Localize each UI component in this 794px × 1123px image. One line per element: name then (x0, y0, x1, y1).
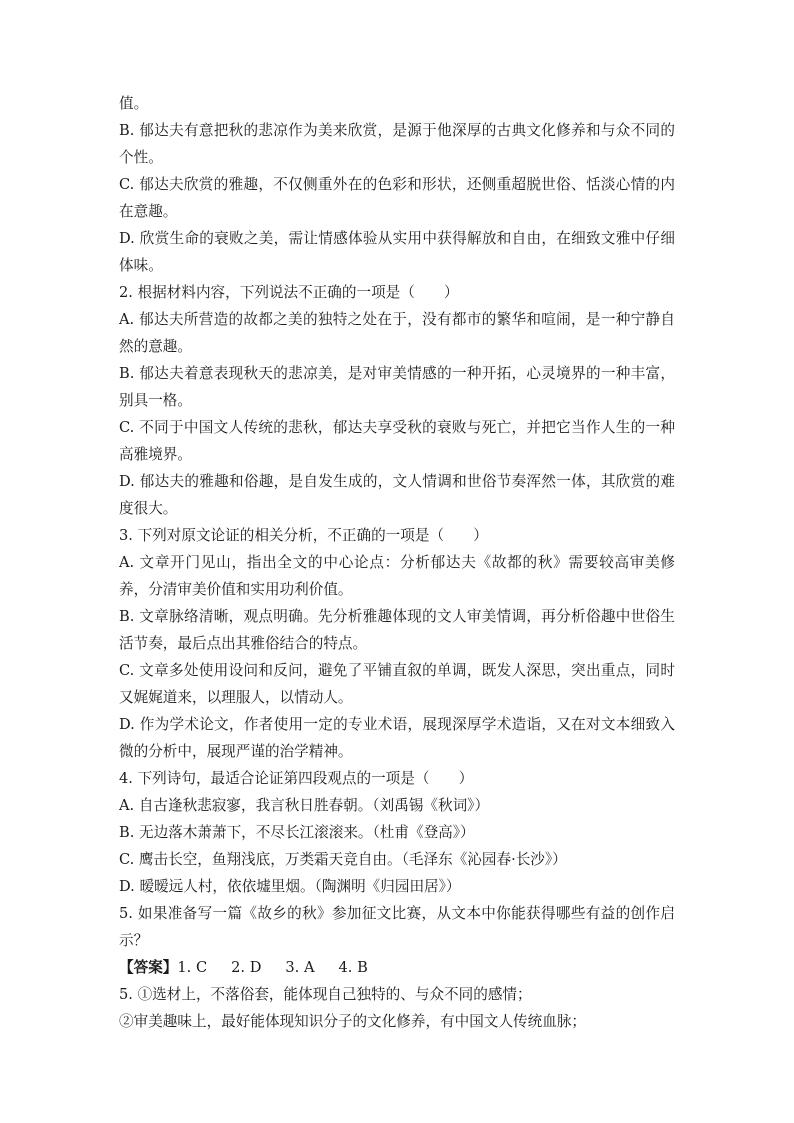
option-d: D. 暧暧远人村，依依墟里烟。（陶渊明《归园田居》） (119, 878, 461, 895)
option-c: C. 不同于中国文人传统的悲秋，郁达夫享受秋的衰败与死亡，并把它当作人生的一种高雅境界。 (119, 419, 675, 463)
answer-5-line-2: ②审美趣味上，最好能体现知识分子的文化修养，有中国文人传统血脉； (119, 1013, 587, 1030)
option-a: A. 郁达夫所营造的故都之美的独特之处在于，没有都市的繁华和喧闹，是一种宁静自然的意趣。 (119, 311, 675, 355)
option-c: C. 文章多处使用设问和反问，避免了平铺直叙的单调，既发人深思，突出重点，同时又娓娓道来，以理服人，以情动人。 (119, 662, 675, 706)
answer-item: 1. C (177, 959, 208, 976)
document-body (119, 90, 675, 1035)
option-a: A. 自古逢秋悲寂寥，我言秋日胜春朝。（刘禹锡《秋词》） (119, 797, 490, 814)
option-d: D. 郁达夫的雅趣和俗趣，是自发生成的，文人情调和世俗节奏浑然一体，其欣赏的难度很大。 (119, 473, 675, 517)
option-c: C. 鹰击长空，鱼翔浅底，万类霜天竞自由。（毛泽东《沁园春·长沙》） (119, 851, 567, 868)
answer-item: 3. A (285, 959, 315, 976)
option-b: B. 郁达夫着意表现秋天的悲凉美，是对审美情感的一种开拓，心灵境界的一种丰富，别具一格。 (119, 365, 675, 409)
answer-line (119, 954, 675, 981)
answer-tag: 【答案】 (119, 959, 178, 976)
option-d: D. 作为学术论文，作者使用一定的专业术语，展现深厚学术造诣，又在对文本细致入微的分析中，展现严谨的治学精神。 (119, 716, 675, 760)
option-b: B. 无边落木萧萧下，不尽长江滚滚来。（杜甫《登高》） (119, 824, 475, 841)
option-d: D. 欣赏生命的衰败之美，需让情感体验从实用中获得解放和自由，在细致文雅中仔细体味。 (119, 230, 675, 274)
question-4: 4. 下列诗句，最适合论证第四段观点的一项是（ ） (119, 770, 474, 787)
answer-item: 4. B (338, 959, 368, 976)
question-5: 5. 如果准备写一篇《故乡的秋》参加征文比赛，从文本中你能获得哪些有益的创作启示？ (119, 905, 675, 949)
question-2: 2. 根据材料内容，下列说法不正确的一项是（ ） (119, 284, 459, 301)
question-3: 3. 下列对原文论证的相关分析，不正确的一项是（ ） (119, 527, 488, 544)
option-c: C. 郁达夫欣赏的雅趣，不仅侧重外在的色彩和形状，还侧重超脱世俗、恬淡心情的内在意趣。 (119, 176, 675, 220)
answer-5-line-1: 5. ①选材上，不落俗套，能体现自己独特的、与众不同的感情； (119, 986, 532, 1003)
option-a: A. 文章开门见山，指出全文的中心论点：分析郁达夫《故都的秋》需要较高审美修养，分清审美价值和实用功利价值。 (119, 554, 675, 598)
text-line: 值。 (119, 95, 149, 112)
answer-item: 2. D (231, 959, 262, 976)
option-b: B. 文章脉络清晰，观点明确。先分析雅趣体现的文人审美情调，再分析俗趣中世俗生活节奏，最后点出其雅俗结合的特点。 (119, 608, 675, 652)
option-b: B. 郁达夫有意把秋的悲凉作为美来欣赏，是源于他深厚的古典文化修养和与众不同的个性。 (119, 122, 675, 166)
